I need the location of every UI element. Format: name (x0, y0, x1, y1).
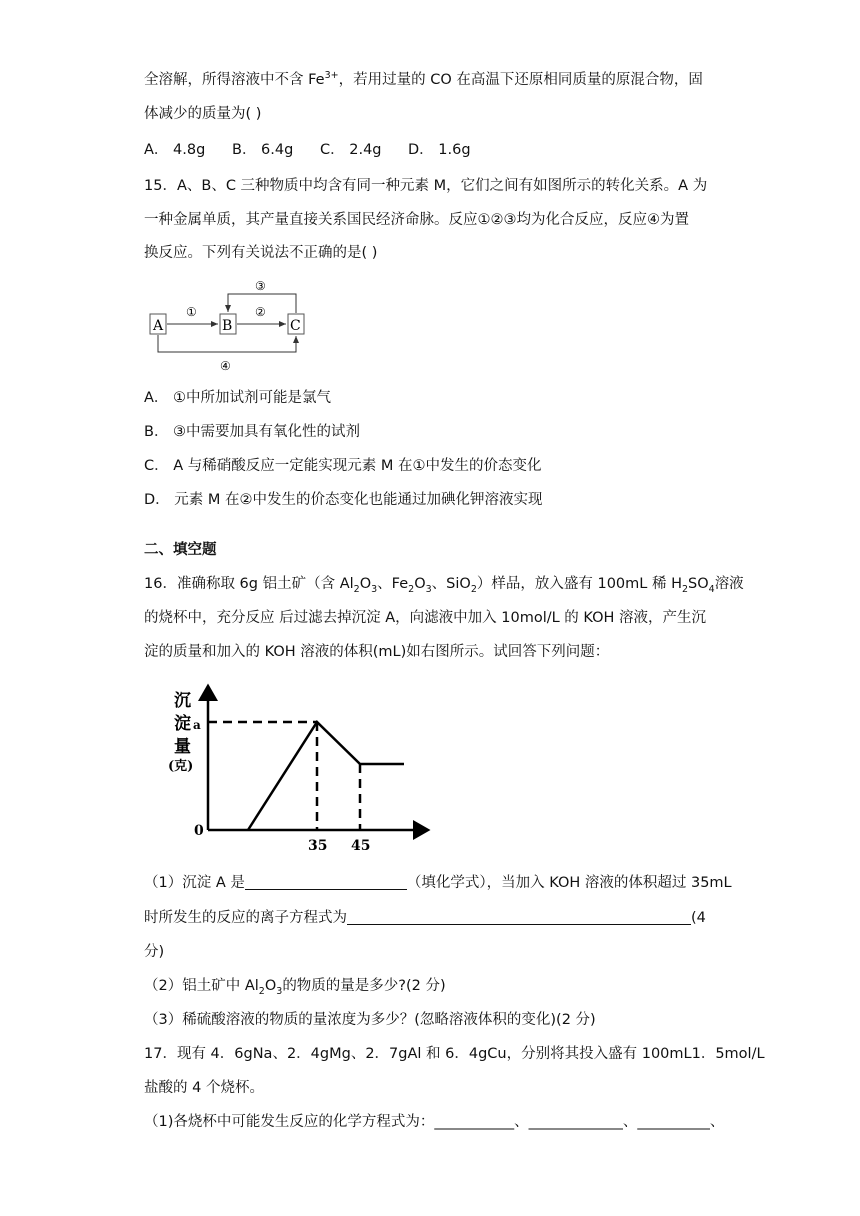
arrow-2-label: ② (255, 305, 266, 319)
y-label-1: 沉 (174, 691, 191, 711)
q16-part-1-line-2: 时所发生的反应的离子方程式为 (4 (144, 910, 706, 926)
q17-part-1: （1)各烧杯中可能发生反应的化学方程式为：___________、_____________、__________、 (144, 1114, 725, 1130)
node-a-label: A (153, 318, 164, 334)
q15-option-b[interactable]: B． ③中需要加具有氧化性的试剂 (144, 424, 361, 440)
arrow-4 (158, 335, 296, 352)
q16-part-2: （2）铝土矿中 $Al_2O_3$的物质的量是多少?(2 分) (144, 978, 446, 997)
node-c-label: C (290, 318, 301, 334)
y-label-3: 量 (174, 737, 191, 757)
precipitate-curve (248, 722, 404, 830)
q14-option-b[interactable]: B． 6.4g (232, 142, 294, 158)
q16-line-3: 淀的质量和加入的 KOH 溶液的体积(mL)如右图所示。试回答下列问题： (144, 644, 610, 660)
arrow-4-label: ④ (220, 359, 231, 373)
origin-label: 0 (194, 823, 204, 839)
x-tick-45: 45 (351, 838, 371, 854)
q15-line-3: 换反应。下列有关说法不正确的是( ) (144, 245, 378, 261)
q15-option-a[interactable]: A． ①中所加试剂可能是氯气 (144, 390, 332, 406)
q15-option-d[interactable]: D． 元素 M 在②中发生的价态变化也能通过加碘化钾溶液实现 (144, 492, 543, 508)
q17-line-1: 17．现有 4．6gNa、2．4gMg、2．7gAl 和 6．4gCu，分别将其投入盛有 100mL1．5mol/L (144, 1046, 765, 1062)
q15-line-1: 15．A、B、C 三种物质中均含有同一种元素 M，它们之间有如图所示的转化关系。A 为 (144, 178, 708, 194)
node-b-label: B (222, 318, 233, 334)
y-label-2: 淀 (174, 714, 191, 734)
q14-option-a[interactable]: A． 4.8g (144, 142, 206, 158)
arrow-3-label: ③ (255, 279, 266, 293)
q14-option-c[interactable]: C． 2.4g (320, 142, 382, 158)
q14-line-1: 全溶解，所得溶液中不含 $Fe^{3+}$，若用过量的 CO 在高温下还原相同质量的原混合物，固 (144, 70, 703, 88)
q14-option-d[interactable]: D． 1.6g (408, 142, 471, 158)
q16-part-1-line-3: 分) (144, 944, 165, 960)
y-mark-a: a (193, 718, 201, 732)
section-title: 二、填空题 (144, 542, 217, 558)
answer-blank-2[interactable] (347, 908, 691, 925)
arrow-1-label: ① (186, 305, 197, 319)
q14-line-2: 体减少的质量为( ) (144, 106, 262, 122)
y-label-4: (克) (168, 759, 194, 774)
q17-line-2: 盐酸的 4 个烧杯。 (144, 1080, 264, 1096)
q16-graph (160, 680, 440, 860)
q14-options (144, 140, 471, 160)
q16-part-1-line-1: （1）沉淀 A 是 （填化学式），当加入 KOH 溶液的体积超过 35mL (144, 875, 732, 891)
answer-blank-1[interactable] (245, 873, 407, 890)
q16-line-2: 的烧杯中，充分反应 后过滤去掉沉淀 A，向滤液中加入 10mol/L 的 KOH 溶液，产生沉 (144, 610, 707, 626)
q15-diagram (140, 276, 320, 376)
q16-part-3: （3）稀硫酸溶液的物质的量浓度为多少？(忽略溶液体积的变化)(2 分) (144, 1012, 596, 1028)
q15-option-c[interactable]: C． A 与稀硝酸反应一定能实现元素 M 在①中发生的价态变化 (144, 458, 542, 474)
q15-line-2: 一种金属单质，其产量直接关系国民经济命脉。反应①②③均为化合反应，反应④为置 (144, 212, 689, 228)
q16-line-1: 16．准确称取 6g 铝土矿（含 $Al_2O_3$、$Fe_2O_3$、SiO$_2$）样品，放入盛有 100mL 稀 $H_2SO_4$溶液 (144, 576, 744, 595)
x-tick-35: 35 (308, 838, 328, 854)
